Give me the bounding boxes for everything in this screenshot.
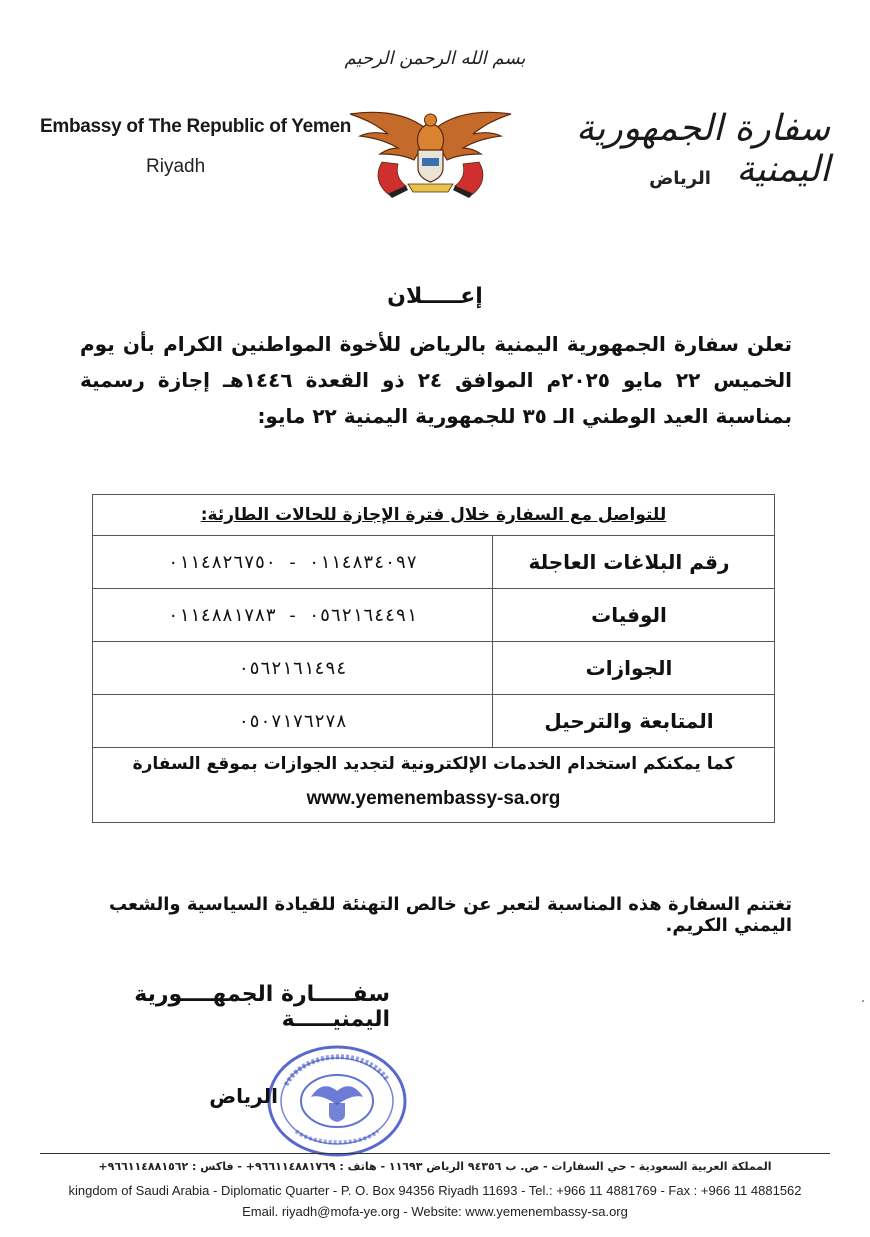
contact-table-header-row <box>93 495 775 536</box>
contact-table-footer-row <box>93 748 775 823</box>
table-row <box>93 536 775 589</box>
embassy-city-english: Riyadh <box>146 156 206 177</box>
contact-label: الوفيات <box>493 589 775 642</box>
official-embassy-stamp-icon <box>266 1045 408 1157</box>
e-services-note: كما يمكنكم استخدام الخدمات الإلكترونية لتجديد الجوازات بموقع السفارة <box>132 754 735 774</box>
announcement-title: إعـــــلان <box>387 284 483 309</box>
announcement-body: تعلن سفارة الجمهورية اليمنية بالرياض للأخوة المواطنين الكرام بأن يوم الخميس ٢٢ مايو ٢٠٢٥م الموافق ٢٤ ذو القعدة ١٤٤٦هـ إجازة رسمية بمناسبة العيد الوطني الـ ٣٥ للجمهورية اليمنية ٢٢ مايو: <box>80 332 792 428</box>
footer-address-arabic: المملكة العربية السعودية - حي السفارات - ص. ب ٩٤٣٥٦ الرياض ١١٦٩٣ - هاتف : ٩٦٦١١٤٨٨١٧٦٩+ - فاكس : ٩٦٦١١٤٨٨١٥٦٢+ <box>98 1160 772 1173</box>
signature-city: الرياض <box>209 1084 278 1108</box>
footer-divider <box>40 1153 830 1154</box>
yemen-eagle-emblem-icon <box>348 102 513 202</box>
embassy-name-arabic: سفارة الجمهورية اليمنية <box>576 108 830 190</box>
embassy-website-link[interactable]: www.yemenembassy-sa.org <box>306 788 561 809</box>
footer-contact-english: Email. riyadh@mofa-ye.org - Website: www.yemenembassy-sa.org <box>242 1204 628 1219</box>
embassy-city-arabic: الرياض <box>649 168 711 189</box>
contact-table <box>92 494 775 823</box>
contact-table-header: للتواصل مع السفارة خلال فترة الإجازة للحالات الطارئة: <box>93 495 775 536</box>
signature-embassy-name: سفـــــارة الجمهــــورية اليمنيـــــة <box>134 982 390 1032</box>
table-row <box>93 695 775 748</box>
embassy-name-english: Embassy of The Republic of Yemen <box>40 116 352 137</box>
contact-number: ٠٥٠٧١٧٦٢٧٨ <box>93 695 493 748</box>
contact-number: ٠٥٦٢١٦١٤٩٤ <box>93 642 493 695</box>
contact-number: ٠١١٤٨٣٤٠٩٧ - ٠١١٤٨٢٦٧٥٠ <box>93 536 493 589</box>
contact-label: المتابعة والترحيل <box>493 695 775 748</box>
table-row <box>93 642 775 695</box>
contact-label: الجوازات <box>493 642 775 695</box>
footer-address-english: kingdom of Saudi Arabia - Diplomatic Quarter - P. O. Box 94356 Riyadh 11693 - Tel.: +966 11 4881769 - Fax : +966 11 4881562 <box>68 1183 802 1198</box>
table-row <box>93 589 775 642</box>
contact-label: رقم البلاغات العاجلة <box>493 536 775 589</box>
contact-number: ٠٥٦٢١٦٤٤٩١ - ٠١١٤٨٨١٧٨٣ <box>93 589 493 642</box>
basmala: بسم الله الرحمن الرحيم <box>344 48 526 69</box>
scan-speck <box>862 1000 864 1002</box>
closing-statement: تغتنم السفارة هذه المناسبة لتعبر عن خالص التهنئة للقيادة السياسية والشعب اليمني الكريم. <box>108 894 792 936</box>
contact-table-footer <box>93 748 775 823</box>
